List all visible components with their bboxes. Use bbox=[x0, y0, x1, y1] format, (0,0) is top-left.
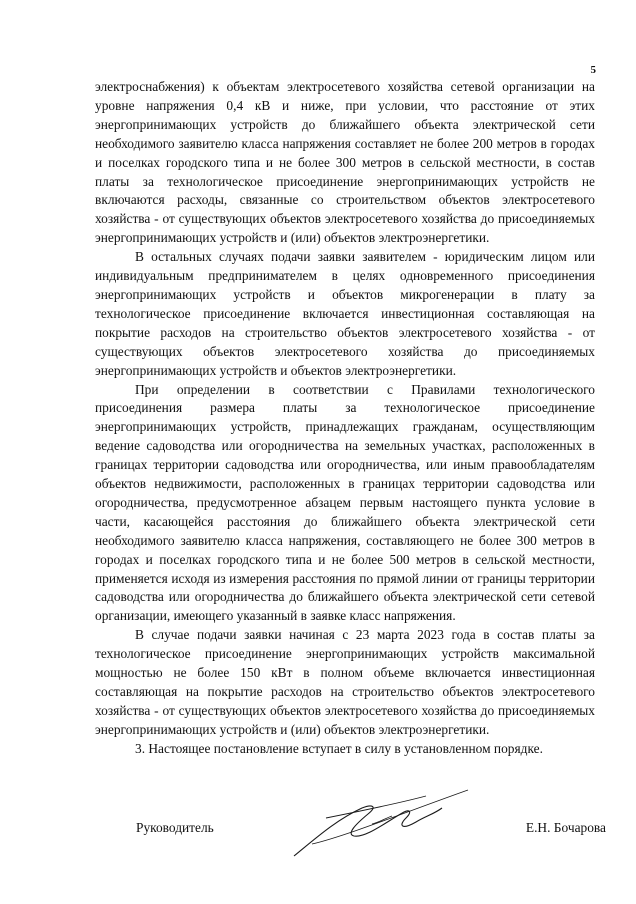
paragraph-continuation: электроснабжения) к объектам электросетевого хозяйства сетевой организации на уровне напряжения 0,4 кВ и ниже, при условии, что расстояние от этих энергопринимающих устройств до ближайшего объекта электрической сети необходимого заявителю класса напряжения составляет не более 200 метров в городах и поселках городского типа и не более 300 метров в сельской местности, в состав платы за технологическое присоединение энергопринимающих устройств не включаются расходы, связанные со строительством объектов электросетевого хозяйства - от существующих объектов электросетевого хозяйства до присоединяемых энергопринимающих устройств и (или) объектов электроэнергетики. bbox=[95, 79, 595, 246]
paragraph-march-2023: В случае подачи заявки начиная с 23 марта 2023 года в состав платы за технологическое присоединение энергопринимающих устройств максимальной мощностью не более 150 кВт в полном объеме включается инвестиционная составляющая на покрытие расходов на строительство объектов электросетевого хозяйства - от существующих объектов электросетевого хозяйства до присоединяемых энергопринимающих устройств и (или) объектов электроэнергетики. bbox=[95, 627, 595, 737]
signature-block bbox=[136, 820, 606, 844]
paragraph-legal-entity: В остальных случаях подачи заявки заявителем - юридическим лицом или индивидуальным предпринимателем в целях одновременного присоединения энергопринимающих устройств и объектов микрогенерации в плату за технологическое присоединение включается инвестиционная составляющая на покрытие расходов на строительство объектов электросетевого хозяйства - от существующих объектов электросетевого хозяйства до присоединяемых энергопринимающих устройств и объектов электроэнергетики. bbox=[95, 249, 595, 378]
paragraph-gardening: При определении в соответствии с Правилами технологического присоединения размера платы за технологическое присоединение энергопринимающих устройств, принадлежащих гражданам, осуществляющим ведение садоводства или огородничества на земельных участках, расположенных в границах территории садоводства или огородничества, или иным правообладателям объектов недвижимости, расположенных в границах территории садоводства или огородничества, предусмотренное абзацем первым настоящего пункта условие в части, касающейся расстояния до ближайшего объекта электрической сети необходимого заявителю класса напряжения, составляющего не более 300 метров в городах и поселках городского типа и не более 500 метров в сельской местности, применяется исходя из измерения расстояния по прямой линии от границы территории садоводства или огородничества до ближайшего объекта электрической сети сетевой организации, имеющего указанный в заявке класс напряжения. bbox=[95, 381, 595, 624]
signer-name: Е.Н. Бочарова bbox=[525, 820, 606, 835]
signer-title: Руководитель bbox=[136, 820, 214, 835]
document-body bbox=[95, 78, 595, 759]
paragraph-effective-date: 3. Настоящее постановление вступает в силу в установленном порядке. bbox=[135, 740, 543, 756]
page-number: 5 bbox=[590, 64, 596, 76]
